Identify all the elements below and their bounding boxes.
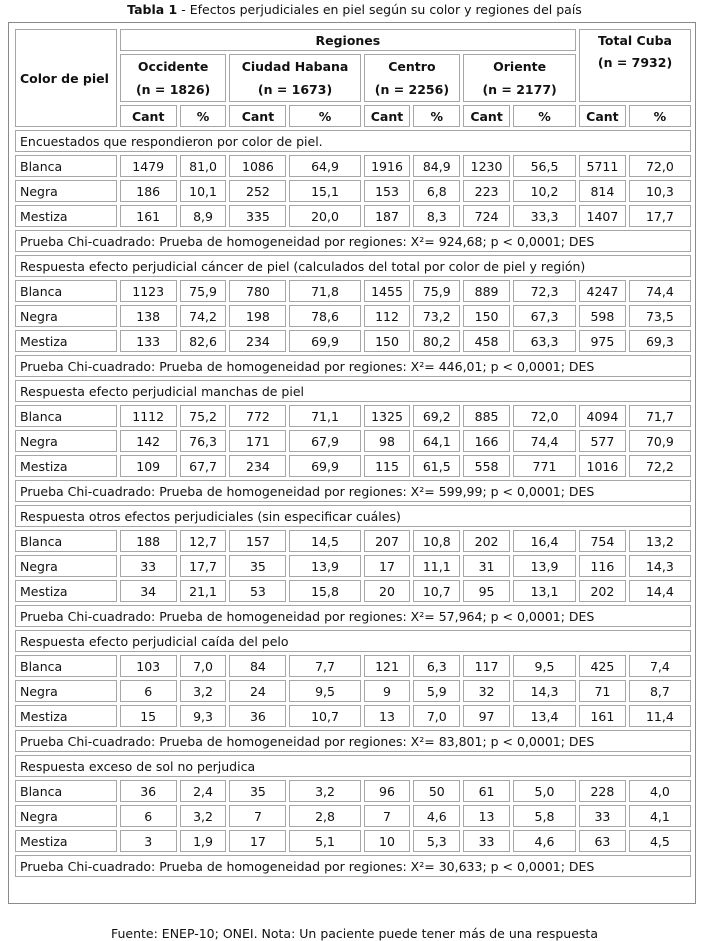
percent-cell: 63,3 bbox=[513, 330, 576, 352]
percent-header: % bbox=[413, 105, 460, 127]
percent-cell: 3,2 bbox=[180, 805, 227, 827]
section-title-row bbox=[15, 755, 691, 777]
cant-cell: 142 bbox=[120, 430, 177, 452]
cant-cell: 1123 bbox=[120, 280, 177, 302]
cant-header: Cant bbox=[229, 105, 286, 127]
percent-cell: 50 bbox=[413, 780, 460, 802]
row-label: Blanca bbox=[15, 405, 117, 427]
percent-cell: 15,1 bbox=[289, 180, 360, 202]
percent-cell: 7,7 bbox=[289, 655, 360, 677]
cant-header: Cant bbox=[364, 105, 411, 127]
percent-cell: 7,0 bbox=[180, 655, 227, 677]
cant-cell: 1112 bbox=[120, 405, 177, 427]
cant-cell: 6 bbox=[120, 680, 177, 702]
cant-cell: 3 bbox=[120, 830, 177, 852]
cant-cell: 33 bbox=[463, 830, 510, 852]
color-de-piel-header: Color de piel bbox=[15, 29, 117, 127]
percent-header: % bbox=[513, 105, 576, 127]
cant-cell: 6 bbox=[120, 805, 177, 827]
row-label: Negra bbox=[15, 180, 117, 202]
cant-cell: 1916 bbox=[364, 155, 411, 177]
test-row bbox=[15, 730, 691, 752]
footer-note: Fuente: ENEP-10; ONEI. Nota: Un paciente puede tener más de una respuesta bbox=[110, 926, 598, 941]
percent-cell: 72,0 bbox=[513, 405, 576, 427]
percent-cell: 5,0 bbox=[513, 780, 576, 802]
percent-cell: 4,6 bbox=[413, 805, 460, 827]
chi-square-test: Prueba Chi-cuadrado: Prueba de homogeneidad por regiones: X²= 30,633; p < 0,0001; DES bbox=[15, 855, 691, 877]
percent-header: % bbox=[289, 105, 360, 127]
cant-cell: 112 bbox=[364, 305, 411, 327]
cant-cell: 36 bbox=[229, 705, 286, 727]
table-row bbox=[15, 580, 691, 602]
cant-cell: 24 bbox=[229, 680, 286, 702]
caption-label: Tabla 1 bbox=[127, 2, 178, 17]
cant-cell: 109 bbox=[120, 455, 177, 477]
cant-cell: 4094 bbox=[579, 405, 626, 427]
percent-cell: 21,1 bbox=[180, 580, 227, 602]
chi-square-test: Prueba Chi-cuadrado: Prueba de homogeneidad por regiones: X²= 83,801; p < 0,0001; DES bbox=[15, 730, 691, 752]
section-title: Respuesta exceso de sol no perjudica bbox=[15, 755, 691, 777]
test-row bbox=[15, 355, 691, 377]
percent-cell: 14,3 bbox=[513, 680, 576, 702]
cant-cell: 202 bbox=[579, 580, 626, 602]
percent-cell: 64,1 bbox=[413, 430, 460, 452]
percent-cell: 9,5 bbox=[513, 655, 576, 677]
percent-cell: 5,9 bbox=[413, 680, 460, 702]
cant-cell: 223 bbox=[463, 180, 510, 202]
table-row bbox=[15, 830, 691, 852]
percent-cell: 6,8 bbox=[413, 180, 460, 202]
total-cuba-header bbox=[579, 29, 691, 102]
percent-cell: 12,7 bbox=[180, 530, 227, 552]
cant-cell: 117 bbox=[463, 655, 510, 677]
percent-cell: 78,6 bbox=[289, 305, 360, 327]
percent-cell: 71,7 bbox=[629, 405, 691, 427]
percent-cell: 2,8 bbox=[289, 805, 360, 827]
percent-cell: 9,3 bbox=[180, 705, 227, 727]
percent-cell: 13,2 bbox=[629, 530, 691, 552]
caption-text: - Efectos perjudiciales en piel según su color y regiones del país bbox=[177, 2, 582, 17]
section-title: Encuestados que respondieron por color de piel. bbox=[15, 130, 691, 152]
percent-cell: 7,0 bbox=[413, 705, 460, 727]
percent-cell: 6,3 bbox=[413, 655, 460, 677]
cant-cell: 71 bbox=[579, 680, 626, 702]
cant-cell: 157 bbox=[229, 530, 286, 552]
cant-cell: 121 bbox=[364, 655, 411, 677]
test-row bbox=[15, 605, 691, 627]
table-row bbox=[15, 680, 691, 702]
cant-cell: 7 bbox=[364, 805, 411, 827]
percent-cell: 69,2 bbox=[413, 405, 460, 427]
cant-cell: 198 bbox=[229, 305, 286, 327]
data-table bbox=[12, 26, 694, 880]
region-header-oriente: Oriente (n = 2177) bbox=[463, 54, 576, 102]
percent-cell: 4,1 bbox=[629, 805, 691, 827]
cant-cell: 754 bbox=[579, 530, 626, 552]
cant-header: Cant bbox=[120, 105, 177, 127]
cant-cell: 598 bbox=[579, 305, 626, 327]
cant-cell: 98 bbox=[364, 430, 411, 452]
cant-cell: 150 bbox=[463, 305, 510, 327]
percent-cell: 74,2 bbox=[180, 305, 227, 327]
table-row bbox=[15, 530, 691, 552]
percent-cell: 80,2 bbox=[413, 330, 460, 352]
cant-header: Cant bbox=[579, 105, 626, 127]
table-row bbox=[15, 155, 691, 177]
cant-cell: 186 bbox=[120, 180, 177, 202]
percent-cell: 56,5 bbox=[513, 155, 576, 177]
cant-cell: 252 bbox=[229, 180, 286, 202]
total-name: Total Cuba bbox=[598, 33, 672, 48]
cant-cell: 234 bbox=[229, 455, 286, 477]
percent-cell: 11,4 bbox=[629, 705, 691, 727]
percent-cell: 5,3 bbox=[413, 830, 460, 852]
row-label: Blanca bbox=[15, 780, 117, 802]
percent-cell: 61,5 bbox=[413, 455, 460, 477]
cant-cell: 975 bbox=[579, 330, 626, 352]
chi-square-test: Prueba Chi-cuadrado: Prueba de homogeneidad por regiones: X²= 924,68; p < 0,0001; DES bbox=[15, 230, 691, 252]
table-row bbox=[15, 555, 691, 577]
percent-cell: 71,8 bbox=[289, 280, 360, 302]
percent-cell: 771 bbox=[513, 455, 576, 477]
section-title: Respuesta efecto perjudicial cáncer de piel (calculados del total por color de piel y región) bbox=[15, 255, 691, 277]
percent-cell: 4,5 bbox=[629, 830, 691, 852]
section-title: Respuesta efecto perjudicial caída del pelo bbox=[15, 630, 691, 652]
cant-cell: 34 bbox=[120, 580, 177, 602]
total-n: (n = 7932) bbox=[597, 55, 673, 70]
cant-cell: 33 bbox=[579, 805, 626, 827]
percent-cell: 72,3 bbox=[513, 280, 576, 302]
percent-cell: 9,5 bbox=[289, 680, 360, 702]
region-header-centro: Centro (n = 2256) bbox=[364, 54, 461, 102]
percent-cell: 71,1 bbox=[289, 405, 360, 427]
cant-cell: 103 bbox=[120, 655, 177, 677]
chi-square-test: Prueba Chi-cuadrado: Prueba de homogeneidad por regiones: X²= 599,99; p < 0,0001; DES bbox=[15, 480, 691, 502]
cant-cell: 36 bbox=[120, 780, 177, 802]
cant-cell: 20 bbox=[364, 580, 411, 602]
table-row bbox=[15, 430, 691, 452]
cant-cell: 814 bbox=[579, 180, 626, 202]
cant-cell: 1086 bbox=[229, 155, 286, 177]
percent-cell: 74,4 bbox=[513, 430, 576, 452]
cant-cell: 885 bbox=[463, 405, 510, 427]
percent-cell: 15,8 bbox=[289, 580, 360, 602]
row-label: Negra bbox=[15, 805, 117, 827]
cant-cell: 13 bbox=[364, 705, 411, 727]
percent-cell: 14,3 bbox=[629, 555, 691, 577]
cant-cell: 97 bbox=[463, 705, 510, 727]
row-label: Negra bbox=[15, 305, 117, 327]
cant-cell: 1325 bbox=[364, 405, 411, 427]
percent-cell: 67,9 bbox=[289, 430, 360, 452]
percent-cell: 69,9 bbox=[289, 455, 360, 477]
cant-cell: 458 bbox=[463, 330, 510, 352]
cant-cell: 10 bbox=[364, 830, 411, 852]
percent-cell: 33,3 bbox=[513, 205, 576, 227]
cant-cell: 1455 bbox=[364, 280, 411, 302]
row-label: Blanca bbox=[15, 530, 117, 552]
section-title-row bbox=[15, 255, 691, 277]
cant-cell: 7 bbox=[229, 805, 286, 827]
percent-cell: 5,8 bbox=[513, 805, 576, 827]
percent-cell: 8,3 bbox=[413, 205, 460, 227]
test-row bbox=[15, 855, 691, 877]
percent-cell: 20,0 bbox=[289, 205, 360, 227]
percent-cell: 17,7 bbox=[180, 555, 227, 577]
row-label: Negra bbox=[15, 430, 117, 452]
cant-header: Cant bbox=[463, 105, 510, 127]
percent-cell: 17,7 bbox=[629, 205, 691, 227]
percent-cell: 13,9 bbox=[513, 555, 576, 577]
row-label: Mestiza bbox=[15, 455, 117, 477]
percent-cell: 13,4 bbox=[513, 705, 576, 727]
cant-cell: 166 bbox=[463, 430, 510, 452]
row-label: Mestiza bbox=[15, 580, 117, 602]
cant-cell: 17 bbox=[364, 555, 411, 577]
percent-header: % bbox=[629, 105, 691, 127]
percent-cell: 13,9 bbox=[289, 555, 360, 577]
cant-cell: 53 bbox=[229, 580, 286, 602]
percent-cell: 10,2 bbox=[513, 180, 576, 202]
cant-cell: 35 bbox=[229, 555, 286, 577]
percent-cell: 5,1 bbox=[289, 830, 360, 852]
row-label: Mestiza bbox=[15, 330, 117, 352]
cant-cell: 577 bbox=[579, 430, 626, 452]
cant-cell: 153 bbox=[364, 180, 411, 202]
cant-cell: 31 bbox=[463, 555, 510, 577]
cant-cell: 207 bbox=[364, 530, 411, 552]
table-row bbox=[15, 655, 691, 677]
percent-cell: 64,9 bbox=[289, 155, 360, 177]
percent-cell: 1,9 bbox=[180, 830, 227, 852]
section-title: Respuesta efecto perjudicial manchas de piel bbox=[15, 380, 691, 402]
cant-cell: 1016 bbox=[579, 455, 626, 477]
cant-cell: 9 bbox=[364, 680, 411, 702]
region-header-occidente: Occidente (n = 1826) bbox=[120, 54, 227, 102]
cant-cell: 1230 bbox=[463, 155, 510, 177]
cant-cell: 138 bbox=[120, 305, 177, 327]
cant-cell: 4247 bbox=[579, 280, 626, 302]
cant-cell: 228 bbox=[579, 780, 626, 802]
cant-cell: 96 bbox=[364, 780, 411, 802]
table-row bbox=[15, 780, 691, 802]
percent-cell: 82,6 bbox=[180, 330, 227, 352]
percent-cell: 3,2 bbox=[180, 680, 227, 702]
percent-cell: 13,1 bbox=[513, 580, 576, 602]
percent-cell: 74,4 bbox=[629, 280, 691, 302]
cant-cell: 63 bbox=[579, 830, 626, 852]
percent-cell: 10,7 bbox=[413, 580, 460, 602]
chi-square-test: Prueba Chi-cuadrado: Prueba de homogeneidad por regiones: X²= 446,01; p < 0,0001; DES bbox=[15, 355, 691, 377]
cant-cell: 187 bbox=[364, 205, 411, 227]
table-body bbox=[15, 130, 691, 877]
percent-cell: 10,8 bbox=[413, 530, 460, 552]
row-label: Blanca bbox=[15, 655, 117, 677]
regiones-header: Regiones bbox=[120, 29, 576, 51]
percent-cell: 73,5 bbox=[629, 305, 691, 327]
table-row bbox=[15, 405, 691, 427]
cant-cell: 84 bbox=[229, 655, 286, 677]
section-title: Respuesta otros efectos perjudiciales (sin especificar cuáles) bbox=[15, 505, 691, 527]
chi-square-test: Prueba Chi-cuadrado: Prueba de homogeneidad por regiones: X²= 57,964; p < 0,0001; DES bbox=[15, 605, 691, 627]
percent-cell: 11,1 bbox=[413, 555, 460, 577]
row-label: Negra bbox=[15, 555, 117, 577]
cant-cell: 161 bbox=[120, 205, 177, 227]
percent-cell: 76,3 bbox=[180, 430, 227, 452]
cant-cell: 161 bbox=[579, 705, 626, 727]
test-row bbox=[15, 230, 691, 252]
row-label: Mestiza bbox=[15, 205, 117, 227]
table-row bbox=[15, 705, 691, 727]
percent-cell: 14,5 bbox=[289, 530, 360, 552]
percent-cell: 67,7 bbox=[180, 455, 227, 477]
percent-cell: 70,9 bbox=[629, 430, 691, 452]
row-label: Mestiza bbox=[15, 705, 117, 727]
cant-cell: 17 bbox=[229, 830, 286, 852]
cant-cell: 116 bbox=[579, 555, 626, 577]
table-row bbox=[15, 805, 691, 827]
section-title-row bbox=[15, 505, 691, 527]
percent-cell: 7,4 bbox=[629, 655, 691, 677]
percent-cell: 72,0 bbox=[629, 155, 691, 177]
cant-cell: 33 bbox=[120, 555, 177, 577]
percent-cell: 4,0 bbox=[629, 780, 691, 802]
cant-cell: 95 bbox=[463, 580, 510, 602]
cant-cell: 780 bbox=[229, 280, 286, 302]
cant-cell: 61 bbox=[463, 780, 510, 802]
table-caption bbox=[0, 2, 709, 17]
row-label: Negra bbox=[15, 680, 117, 702]
row-label: Mestiza bbox=[15, 830, 117, 852]
percent-cell: 10,3 bbox=[629, 180, 691, 202]
cant-cell: 889 bbox=[463, 280, 510, 302]
table-row bbox=[15, 455, 691, 477]
cant-cell: 772 bbox=[229, 405, 286, 427]
percent-cell: 75,9 bbox=[413, 280, 460, 302]
percent-cell: 3,2 bbox=[289, 780, 360, 802]
percent-cell: 8,9 bbox=[180, 205, 227, 227]
test-row bbox=[15, 480, 691, 502]
percent-cell: 72,2 bbox=[629, 455, 691, 477]
percent-cell: 2,4 bbox=[180, 780, 227, 802]
percent-cell: 75,2 bbox=[180, 405, 227, 427]
section-title-row bbox=[15, 380, 691, 402]
cant-cell: 133 bbox=[120, 330, 177, 352]
section-title-row bbox=[15, 630, 691, 652]
percent-cell: 81,0 bbox=[180, 155, 227, 177]
cant-cell: 425 bbox=[579, 655, 626, 677]
percent-cell: 10,7 bbox=[289, 705, 360, 727]
cant-cell: 115 bbox=[364, 455, 411, 477]
row-label: Blanca bbox=[15, 280, 117, 302]
cant-cell: 35 bbox=[229, 780, 286, 802]
table-row bbox=[15, 280, 691, 302]
cant-cell: 724 bbox=[463, 205, 510, 227]
cant-cell: 15 bbox=[120, 705, 177, 727]
cant-cell: 32 bbox=[463, 680, 510, 702]
percent-cell: 75,9 bbox=[180, 280, 227, 302]
percent-cell: 16,4 bbox=[513, 530, 576, 552]
percent-cell: 8,7 bbox=[629, 680, 691, 702]
cant-cell: 188 bbox=[120, 530, 177, 552]
cant-cell: 202 bbox=[463, 530, 510, 552]
cant-cell: 558 bbox=[463, 455, 510, 477]
table-row bbox=[15, 305, 691, 327]
cant-cell: 1479 bbox=[120, 155, 177, 177]
table-row bbox=[15, 180, 691, 202]
percent-cell: 69,3 bbox=[629, 330, 691, 352]
table-row bbox=[15, 330, 691, 352]
cant-cell: 335 bbox=[229, 205, 286, 227]
cant-cell: 13 bbox=[463, 805, 510, 827]
section-title-row bbox=[15, 130, 691, 152]
cant-cell: 234 bbox=[229, 330, 286, 352]
cant-cell: 1407 bbox=[579, 205, 626, 227]
row-label: Blanca bbox=[15, 155, 117, 177]
cant-cell: 171 bbox=[229, 430, 286, 452]
percent-cell: 73,2 bbox=[413, 305, 460, 327]
percent-cell: 14,4 bbox=[629, 580, 691, 602]
percent-cell: 69,9 bbox=[289, 330, 360, 352]
percent-cell: 84,9 bbox=[413, 155, 460, 177]
percent-cell: 67,3 bbox=[513, 305, 576, 327]
percent-header: % bbox=[180, 105, 227, 127]
percent-cell: 4,6 bbox=[513, 830, 576, 852]
cant-cell: 150 bbox=[364, 330, 411, 352]
percent-cell: 10,1 bbox=[180, 180, 227, 202]
cant-cell: 5711 bbox=[579, 155, 626, 177]
region-header-ciudad-habana: Ciudad Habana (n = 1673) bbox=[229, 54, 360, 102]
table-row bbox=[15, 205, 691, 227]
